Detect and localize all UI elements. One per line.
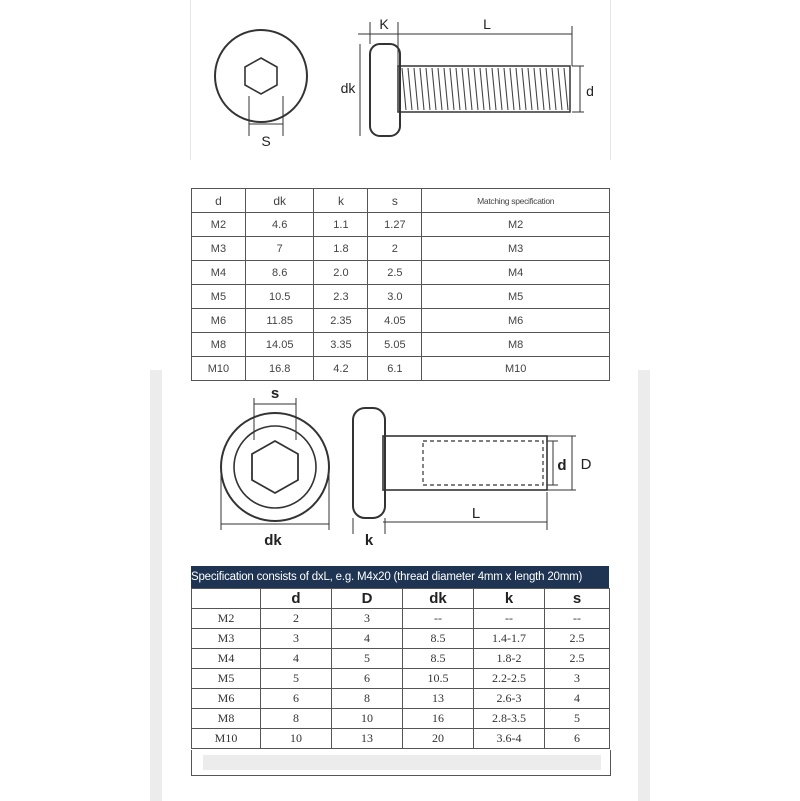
table-row bbox=[192, 709, 610, 729]
table-cell: M2 bbox=[192, 609, 261, 629]
table-cell: M3 bbox=[422, 237, 610, 261]
table-cell: 6 bbox=[332, 669, 403, 689]
header-cell: s bbox=[545, 589, 610, 609]
table-cell: M6 bbox=[192, 689, 261, 709]
top-screw-diagram bbox=[210, 0, 610, 160]
table-cell: 4.05 bbox=[368, 309, 422, 333]
table-cell: 14.05 bbox=[245, 333, 314, 357]
table-cell: 4 bbox=[261, 649, 332, 669]
table-cell: 3.6-4 bbox=[474, 729, 545, 749]
table-cell: 10 bbox=[332, 709, 403, 729]
table-cell: M3 bbox=[192, 237, 246, 261]
bottom-side-view bbox=[353, 408, 547, 518]
table-row bbox=[192, 261, 610, 285]
table-cell: M8 bbox=[422, 333, 610, 357]
table-cell: M2 bbox=[422, 213, 610, 237]
top-label-d: d bbox=[586, 83, 594, 99]
table-cell: 10 bbox=[261, 729, 332, 749]
bottom-label-dk: dk bbox=[264, 532, 282, 549]
table-row bbox=[192, 213, 610, 237]
table-cell: 5.05 bbox=[368, 333, 422, 357]
table-cell: 3.35 bbox=[314, 333, 368, 357]
table-cell: 5 bbox=[261, 669, 332, 689]
table-cell: 16 bbox=[403, 709, 474, 729]
table-row bbox=[192, 285, 610, 309]
background-panel bbox=[150, 370, 162, 801]
table-cell: 2.35 bbox=[314, 309, 368, 333]
table-header-row bbox=[192, 189, 610, 213]
table-cell: 5 bbox=[332, 649, 403, 669]
bottom-label-d: d bbox=[557, 457, 567, 474]
table-cell: 3.0 bbox=[368, 285, 422, 309]
table-cell: 1.8 bbox=[314, 237, 368, 261]
thread-lines bbox=[402, 68, 568, 110]
table-cell: 4.6 bbox=[245, 213, 314, 237]
table-cell: 6.1 bbox=[368, 357, 422, 381]
table-cell: 6 bbox=[545, 729, 610, 749]
background-divider bbox=[190, 0, 191, 160]
table-row bbox=[192, 609, 610, 629]
table-cell: 7 bbox=[245, 237, 314, 261]
top-label-dk: dk bbox=[340, 80, 356, 96]
table-cell: 8.6 bbox=[245, 261, 314, 285]
table-cell: 5 bbox=[545, 709, 610, 729]
header-cell: k bbox=[474, 589, 545, 609]
footer-shade bbox=[203, 755, 601, 770]
table-cell: M4 bbox=[192, 649, 261, 669]
header-cell: d bbox=[261, 589, 332, 609]
top-label-l: L bbox=[483, 16, 491, 32]
header-cell: Matching specification bbox=[422, 189, 610, 213]
bottom-screw-diagram bbox=[200, 382, 610, 566]
table-cell: 2.0 bbox=[314, 261, 368, 285]
table-cell: M4 bbox=[422, 261, 610, 285]
table-cell: 2.5 bbox=[545, 629, 610, 649]
table-cell: 20 bbox=[403, 729, 474, 749]
table-cell: M5 bbox=[192, 285, 246, 309]
bottom-label-s: s bbox=[270, 385, 280, 402]
table-cell: -- bbox=[474, 609, 545, 629]
background-panel bbox=[638, 370, 650, 801]
table-cell: M8 bbox=[192, 333, 246, 357]
table-cell: -- bbox=[545, 609, 610, 629]
table-cell: 2.2-2.5 bbox=[474, 669, 545, 689]
table-cell: M8 bbox=[192, 709, 261, 729]
table-cell: M6 bbox=[192, 309, 246, 333]
table-cell: M4 bbox=[192, 261, 246, 285]
table-cell: 6 bbox=[261, 689, 332, 709]
table-cell: 4.2 bbox=[314, 357, 368, 381]
table-cell: 4 bbox=[545, 689, 610, 709]
header-cell: k bbox=[314, 189, 368, 213]
header-cell: dk bbox=[245, 189, 314, 213]
header-cell: d bbox=[192, 189, 246, 213]
table-cell: 10.5 bbox=[403, 669, 474, 689]
header-cell bbox=[192, 589, 261, 609]
table-header-row bbox=[192, 589, 610, 609]
header-cell: D bbox=[332, 589, 403, 609]
table-cell: 2.5 bbox=[545, 649, 610, 669]
table-cell: M10 bbox=[422, 357, 610, 381]
table-cell: 8 bbox=[332, 689, 403, 709]
table-cell: 8.5 bbox=[403, 629, 474, 649]
table-cell: 16.8 bbox=[245, 357, 314, 381]
table-cell: 8 bbox=[261, 709, 332, 729]
table-cell: 2.6-3 bbox=[474, 689, 545, 709]
spec-table-1 bbox=[191, 188, 610, 381]
table-row bbox=[192, 629, 610, 649]
table-row bbox=[192, 669, 610, 689]
table-footer bbox=[191, 750, 611, 776]
table-cell: 8.5 bbox=[403, 649, 474, 669]
table-cell: 4 bbox=[332, 629, 403, 649]
top-label-s: S bbox=[261, 133, 271, 149]
table-cell: 2.8-3.5 bbox=[474, 709, 545, 729]
table-cell: M5 bbox=[422, 285, 610, 309]
table-row bbox=[192, 309, 610, 333]
table-cell: 11.85 bbox=[245, 309, 314, 333]
table-cell: 1.4-1.7 bbox=[474, 629, 545, 649]
bottom-label-k: k bbox=[364, 532, 374, 549]
table-cell: M10 bbox=[192, 729, 261, 749]
spec-banner: Specification consists of dxL, e.g. M4x20 (thread diameter 4mm x length 20mm) bbox=[191, 566, 609, 588]
table-cell: -- bbox=[403, 609, 474, 629]
table-cell: 3 bbox=[261, 629, 332, 649]
table-cell: 1.1 bbox=[314, 213, 368, 237]
table-cell: 2 bbox=[261, 609, 332, 629]
bottom-front-dimensions bbox=[221, 398, 329, 530]
table-cell: 1.8-2 bbox=[474, 649, 545, 669]
top-label-k: K bbox=[379, 16, 389, 32]
table-cell: 3 bbox=[332, 609, 403, 629]
bottom-label-l: L bbox=[471, 505, 481, 522]
table-cell: 2.5 bbox=[368, 261, 422, 285]
top-s-dimension bbox=[249, 96, 283, 136]
header-cell: s bbox=[368, 189, 422, 213]
table-cell: M10 bbox=[192, 357, 246, 381]
table-row bbox=[192, 729, 610, 749]
table-cell: 3 bbox=[545, 669, 610, 689]
table-row bbox=[192, 649, 610, 669]
table-row bbox=[192, 357, 610, 381]
table-cell: 10.5 bbox=[245, 285, 314, 309]
top-front-view bbox=[215, 30, 307, 122]
spec-table-2 bbox=[191, 588, 610, 749]
background-divider bbox=[610, 0, 611, 160]
table-cell: 13 bbox=[403, 689, 474, 709]
table-cell: 2.3 bbox=[314, 285, 368, 309]
table-row bbox=[192, 237, 610, 261]
table-row bbox=[192, 333, 610, 357]
table-cell: M6 bbox=[422, 309, 610, 333]
table-cell: M5 bbox=[192, 669, 261, 689]
bottom-front-view bbox=[221, 413, 329, 521]
table-cell: M2 bbox=[192, 213, 246, 237]
table-row bbox=[192, 689, 610, 709]
table-cell: 1.27 bbox=[368, 213, 422, 237]
table-cell: M3 bbox=[192, 629, 261, 649]
table-cell: 2 bbox=[368, 237, 422, 261]
table-cell: 13 bbox=[332, 729, 403, 749]
bottom-label-D: D bbox=[580, 456, 592, 473]
header-cell: dk bbox=[403, 589, 474, 609]
